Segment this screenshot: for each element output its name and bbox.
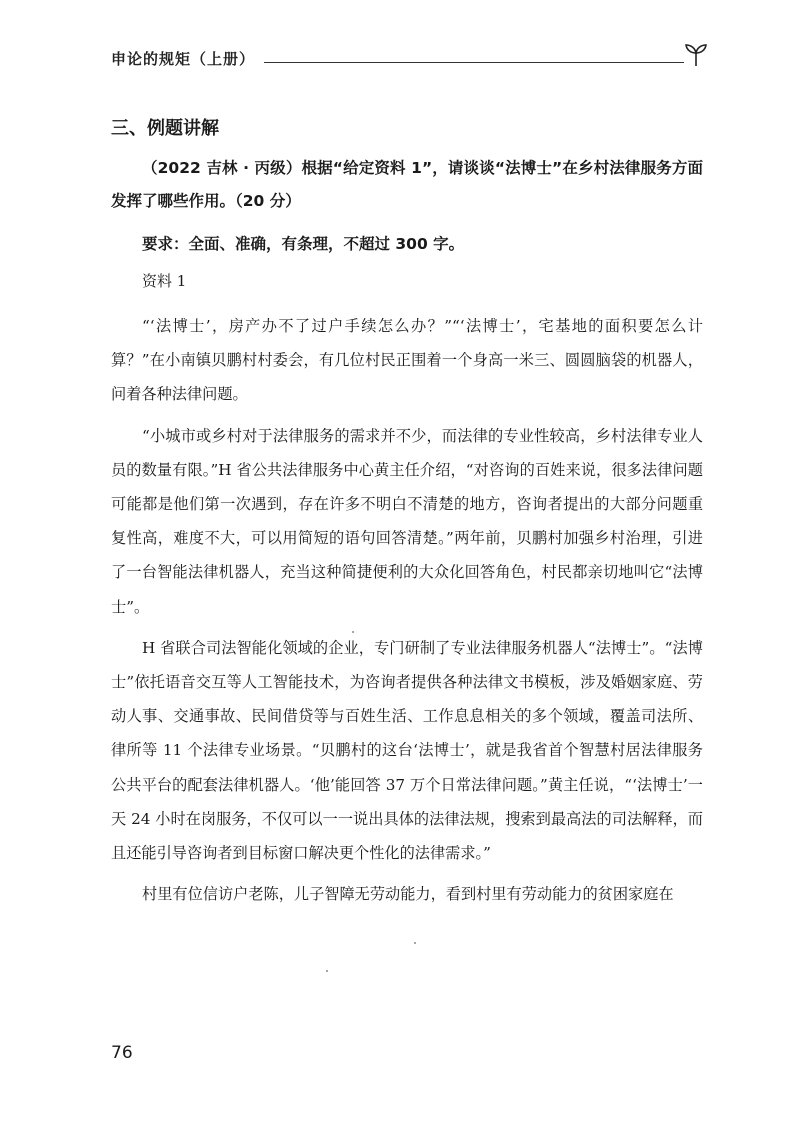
question-text: （2022 吉林 · 丙级）根据“给定资料 1”，请谈谈“法博士”在乡村法律服务方面发挥了哪些作用。（20 分） [111,159,703,210]
material-paragraph: “‘法博士’，房产办不了过户手续怎么办？”“‘法博士’，宅基地的面积要怎么计算？”在小南镇贝鹏村村委会，有几位村民正围着一个身高一米三、圆圆脑袋的机器人，问着各种法律问题。 [111,317,703,404]
scan-speck [326,970,328,972]
page-number: 76 [111,1043,133,1063]
scan-speck [352,631,354,633]
header-rule [264,62,684,63]
running-header [111,40,711,70]
book-title: 申论的规矩（上册） [111,50,256,68]
question-requirement: 要求：全面、准确，有条理，不超过 300 字。 [142,235,465,253]
material-label: 资料 1 [142,272,187,290]
material-paragraph: 村里有位信访户老陈，儿子智障无劳动能力，看到村里有劳动能力的贫困家庭在 [142,885,674,904]
material-paragraph: H 省联合司法智能化领域的企业，专门研制了专业法律服务机器人“法博士”。“法博士”依托语音交互等人工智能技术，为咨询者提供各种法律文书模板，涉及婚姻家庭、劳动人事、交通事故、民间借贷等与百姓生活、工作息息相关的多个领域，覆盖司法所、律所等 11 个法律专业场景。“贝鹏村的这台‘法博士’，就是我省首个智慧村居法律服务公共平台的配套法律机器人。‘他’能回答 37 万个日常法律问题。”黄主任说，“‘法博士’一天 24 小时在岗服务，不仅可以一一说出具体的法律法规，搜索到最高法的司法解释，而且还能引导咨询者到目标窗口解决更个性化的法律需求。” [111,638,703,863]
material-body [111,309,703,918]
section-heading: 三、例题讲解 [111,118,219,139]
material-paragraph: “小城市或乡村对于法律服务的需求并不少，而法律的专业性较高，乡村法律专业人员的数量有限。”H 省公共法律服务中心黄主任介绍，“对咨询的百姓来说，很多法律问题可能都是他们第一次遇到，存在许多不明白不清楚的地方，咨询者提出的大部分问题重复性高，难度不大，可以用简短的语句回答清楚。”两年前，贝鹏村加强乡村治理，引进了一台智能法律机器人，充当这种简捷便利的大众化回答角色，村民都亲切地叫它“法博士”。 [111,426,703,616]
sprout-icon [682,40,710,68]
scan-speck [414,942,416,944]
